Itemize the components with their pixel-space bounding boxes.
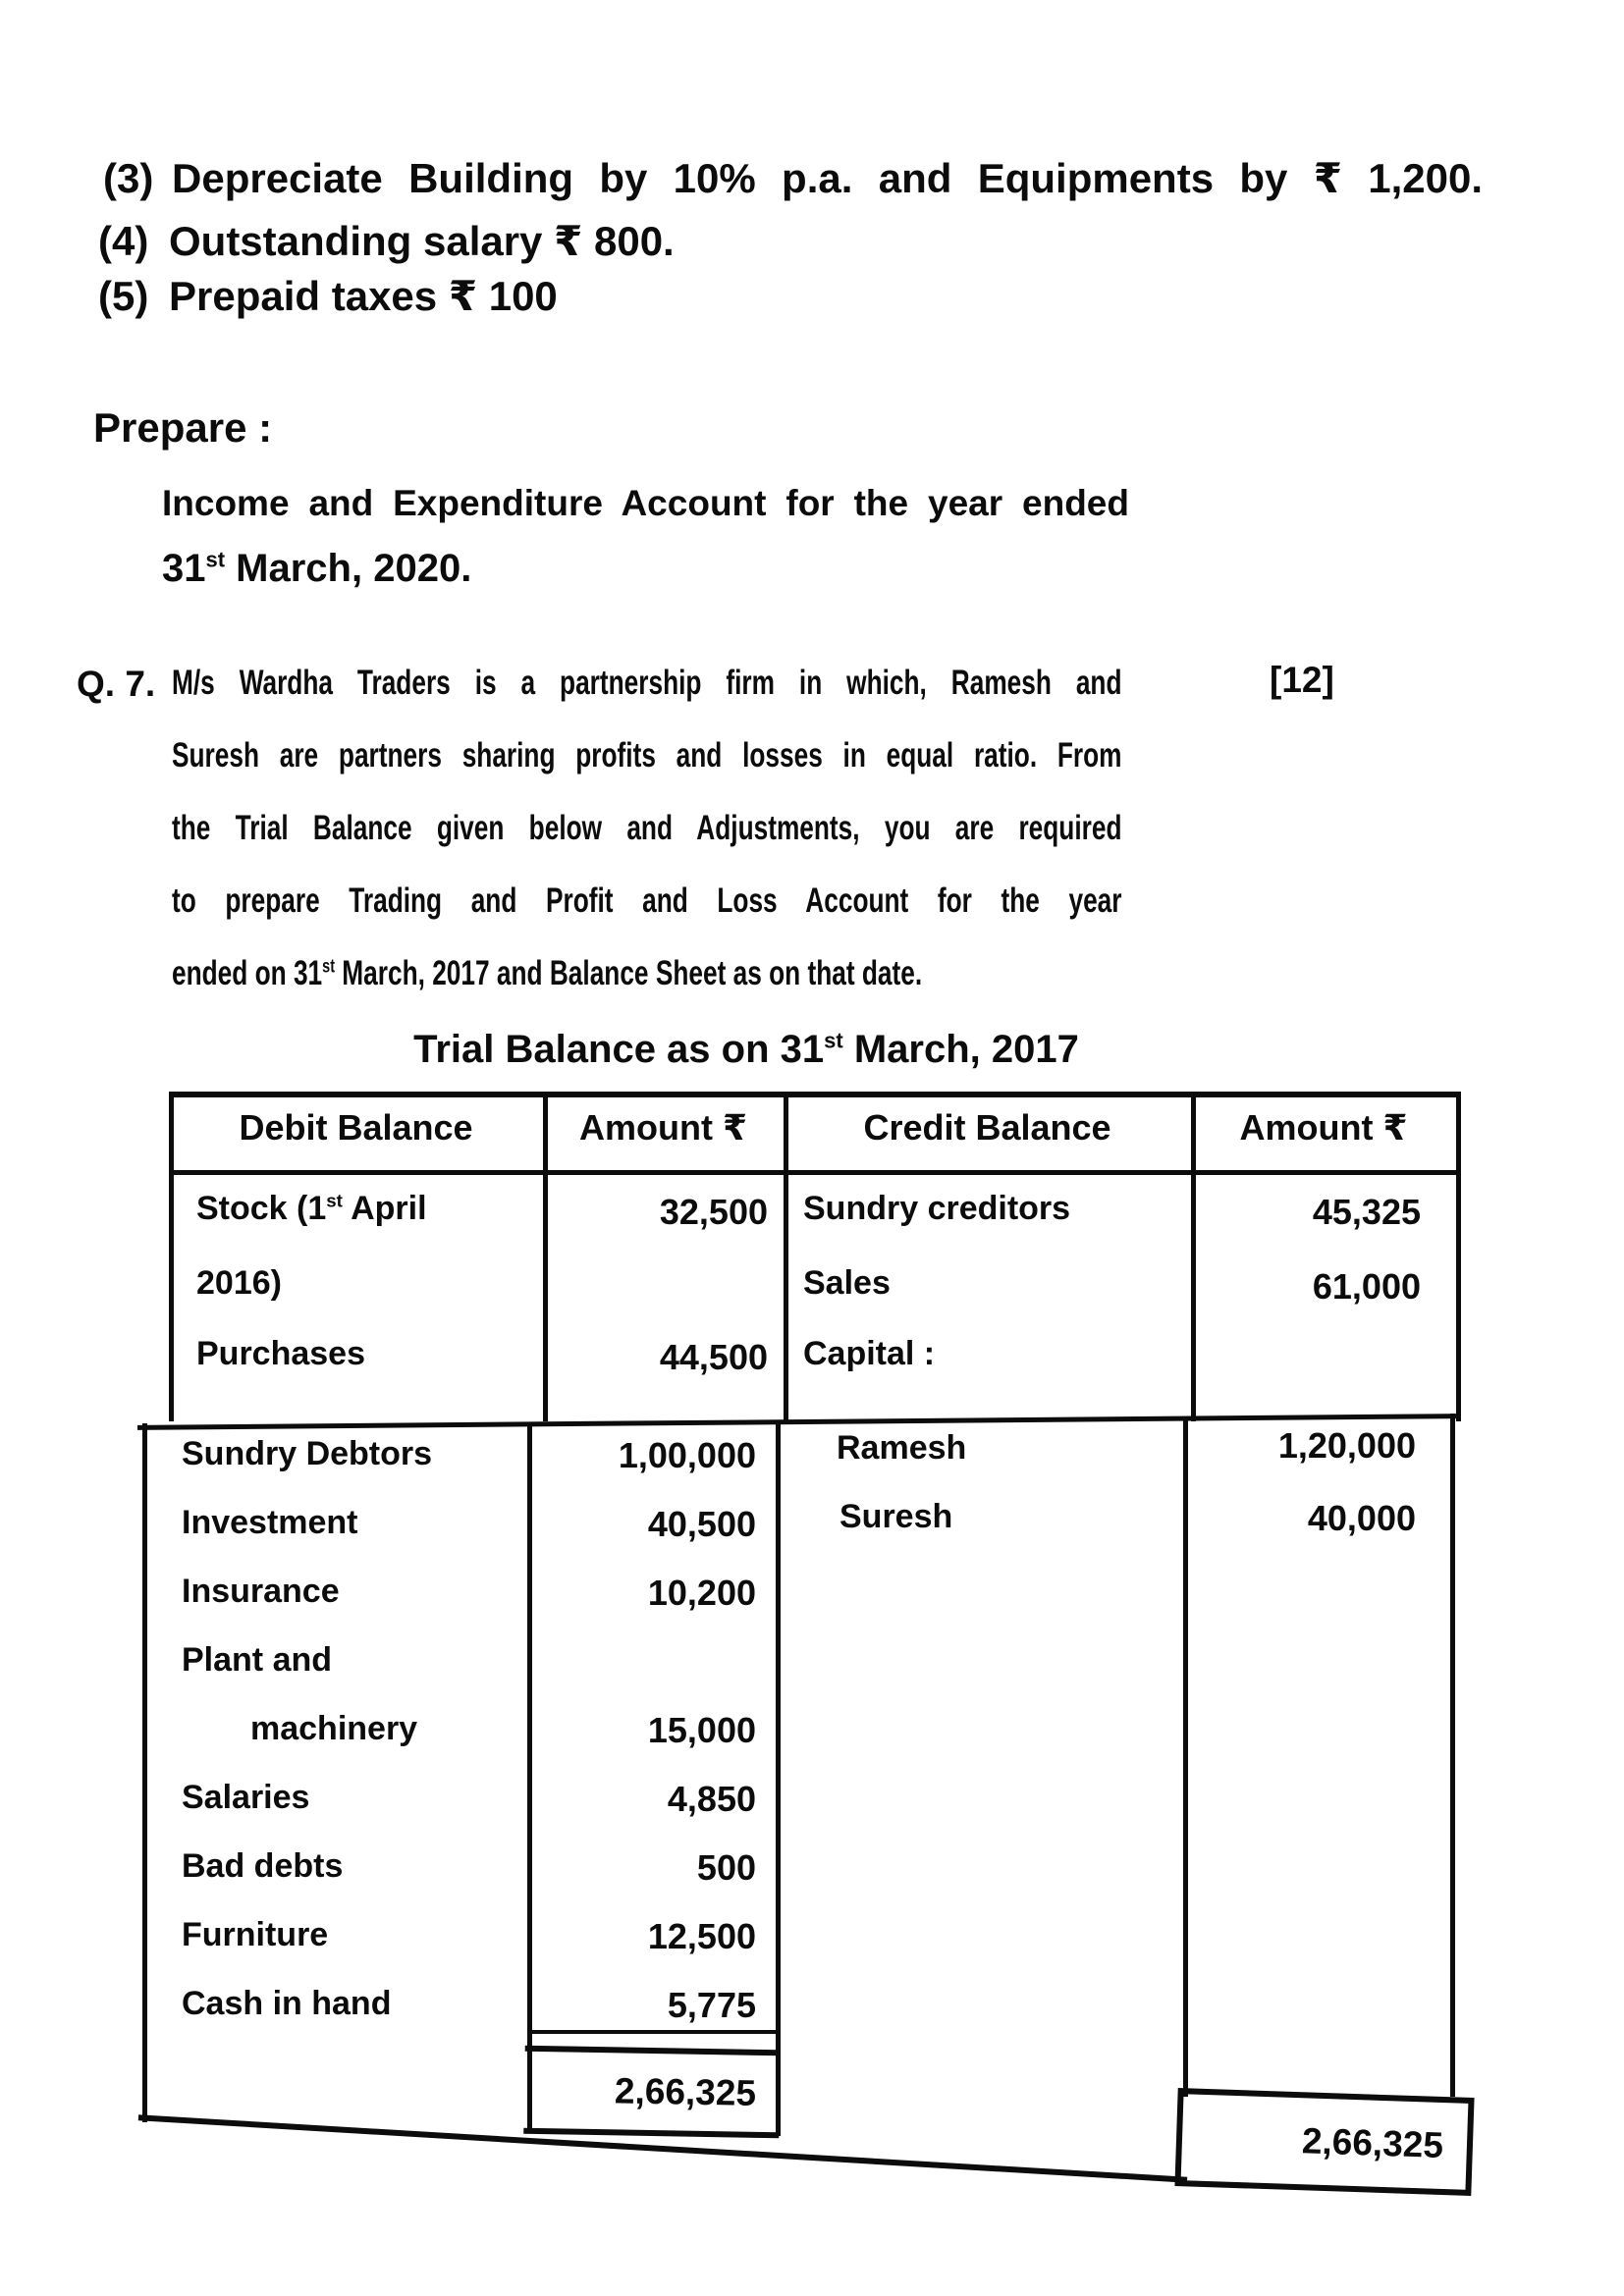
header-debit-balance: Debit Balance bbox=[239, 1107, 473, 1148]
cell-sundry-creditors-amount: 45,325 bbox=[1312, 1192, 1421, 1232]
question-line-5 bbox=[172, 954, 1122, 993]
date-rest: March, 2020. bbox=[225, 547, 472, 590]
cell-plant-and: Plant and bbox=[182, 1641, 333, 1679]
cell-sundry-debtors: Sundry Debtors bbox=[182, 1435, 433, 1472]
table2-right-border bbox=[1450, 1414, 1455, 2097]
cell-cash-in-hand: Cash in hand bbox=[182, 1985, 392, 2022]
adjustment-4-text: Outstanding salary ₹ 800. bbox=[169, 218, 675, 264]
date-ordinal: st bbox=[205, 547, 226, 572]
table2-left-border bbox=[142, 1423, 147, 2122]
cell-purchases: Purchases bbox=[196, 1335, 365, 1372]
cell-stock-amount: 32,500 bbox=[659, 1192, 768, 1232]
cell-suresh: Suresh bbox=[839, 1498, 953, 1535]
debit-total-box bbox=[523, 2046, 781, 2139]
cell-sundry-debtors-amount: 1,00,000 bbox=[618, 1435, 756, 1475]
cell-salaries-amount: 4,850 bbox=[667, 1779, 756, 1819]
cell-salaries: Salaries bbox=[182, 1779, 310, 1816]
trial-balance-title bbox=[295, 1027, 1198, 1072]
question-number: Q. 7. bbox=[77, 664, 156, 704]
stock-ordinal: st bbox=[326, 1190, 343, 1211]
header-debit-amount: Amount ₹ bbox=[578, 1107, 748, 1148]
cell-purchases-amount: 44,500 bbox=[659, 1337, 768, 1377]
title-rest: March, 2017 bbox=[842, 1028, 1079, 1071]
question-line-2: Suresh are partners sharing profits and losses in equal ratio. From bbox=[172, 736, 1122, 774]
cell-machinery-amount: 15,000 bbox=[647, 1710, 756, 1750]
debit-total-upper-rule bbox=[527, 2030, 781, 2034]
stock-pre: Stock (1 bbox=[196, 1190, 327, 1227]
cell-investment: Investment bbox=[182, 1504, 358, 1541]
cell-stock-line2: 2016) bbox=[196, 1264, 282, 1302]
cell-insurance: Insurance bbox=[182, 1573, 340, 1610]
adjustment-4-number: (4) bbox=[98, 218, 149, 264]
stock-rest: April bbox=[342, 1190, 427, 1227]
table1-right-border bbox=[1456, 1092, 1461, 1421]
title-ordinal: st bbox=[824, 1028, 843, 1053]
header-credit-balance: Credit Balance bbox=[863, 1107, 1111, 1148]
adjustment-3-number: (3) bbox=[103, 155, 154, 201]
credit-total-box bbox=[1174, 2088, 1474, 2196]
question-line-3: the Trial Balance given below and Adjustments, you are required bbox=[172, 809, 1122, 847]
adjustment-3-text: Depreciate Building by 10% p.a. and Equipments by ₹ 1,200. bbox=[172, 155, 1483, 201]
table1-header-divider bbox=[169, 1170, 1461, 1175]
cell-stock-line1 bbox=[196, 1190, 427, 1228]
cell-furniture-amount: 12,500 bbox=[647, 1916, 756, 1956]
cell-sundry-creditors: Sundry creditors bbox=[803, 1190, 1071, 1227]
cell-ramesh: Ramesh bbox=[837, 1429, 967, 1467]
cell-sales-amount: 61,000 bbox=[1312, 1266, 1421, 1307]
adjustment-5-number: (5) bbox=[98, 273, 149, 319]
cell-suresh-amount: 40,000 bbox=[1307, 1498, 1416, 1538]
cell-ramesh-amount: 1,20,000 bbox=[1277, 1425, 1416, 1466]
table1-top-border bbox=[169, 1092, 1461, 1097]
debit-total-value: 2,66,325 bbox=[614, 2070, 757, 2113]
q7-date-pre: ended on 31 bbox=[172, 954, 323, 992]
cell-bad-debts: Bad debts bbox=[182, 1847, 344, 1885]
header-credit-amount: Amount ₹ bbox=[1239, 1107, 1408, 1148]
date-number: 31 bbox=[162, 547, 206, 590]
prepare-label: Prepare : bbox=[93, 404, 273, 451]
cell-furniture: Furniture bbox=[182, 1916, 329, 1953]
cell-capital: Capital : bbox=[803, 1335, 936, 1372]
credit-total-value: 2,66,325 bbox=[1301, 2120, 1444, 2166]
question-line-4: to prepare Trading and Profit and Loss Account for the year bbox=[172, 881, 1122, 920]
cell-insurance-amount: 10,200 bbox=[647, 1573, 756, 1613]
cell-sales: Sales bbox=[803, 1264, 891, 1302]
prepare-item-line1: Income and Expenditure Account for the year ended bbox=[162, 483, 1129, 523]
cell-investment-amount: 40,500 bbox=[647, 1504, 756, 1544]
question-line-1: M/s Wardha Traders is a partnership firm in which, Ramesh and bbox=[172, 664, 1122, 702]
q7-date-rest: March, 2017 and Balance Sheet as on that date. bbox=[335, 954, 923, 992]
question-marks: [12] bbox=[1270, 660, 1334, 700]
adjustment-5-text: Prepaid taxes ₹ 100 bbox=[169, 273, 558, 319]
q7-date-ordinal: st bbox=[322, 956, 336, 978]
cell-machinery: machinery bbox=[250, 1710, 418, 1747]
prepare-item-line2 bbox=[162, 546, 471, 591]
cell-bad-debts-amount: 500 bbox=[696, 1847, 756, 1888]
title-pre: Trial Balance as on 31 bbox=[413, 1028, 825, 1071]
cell-cash-in-hand-amount: 5,775 bbox=[667, 1985, 756, 2025]
